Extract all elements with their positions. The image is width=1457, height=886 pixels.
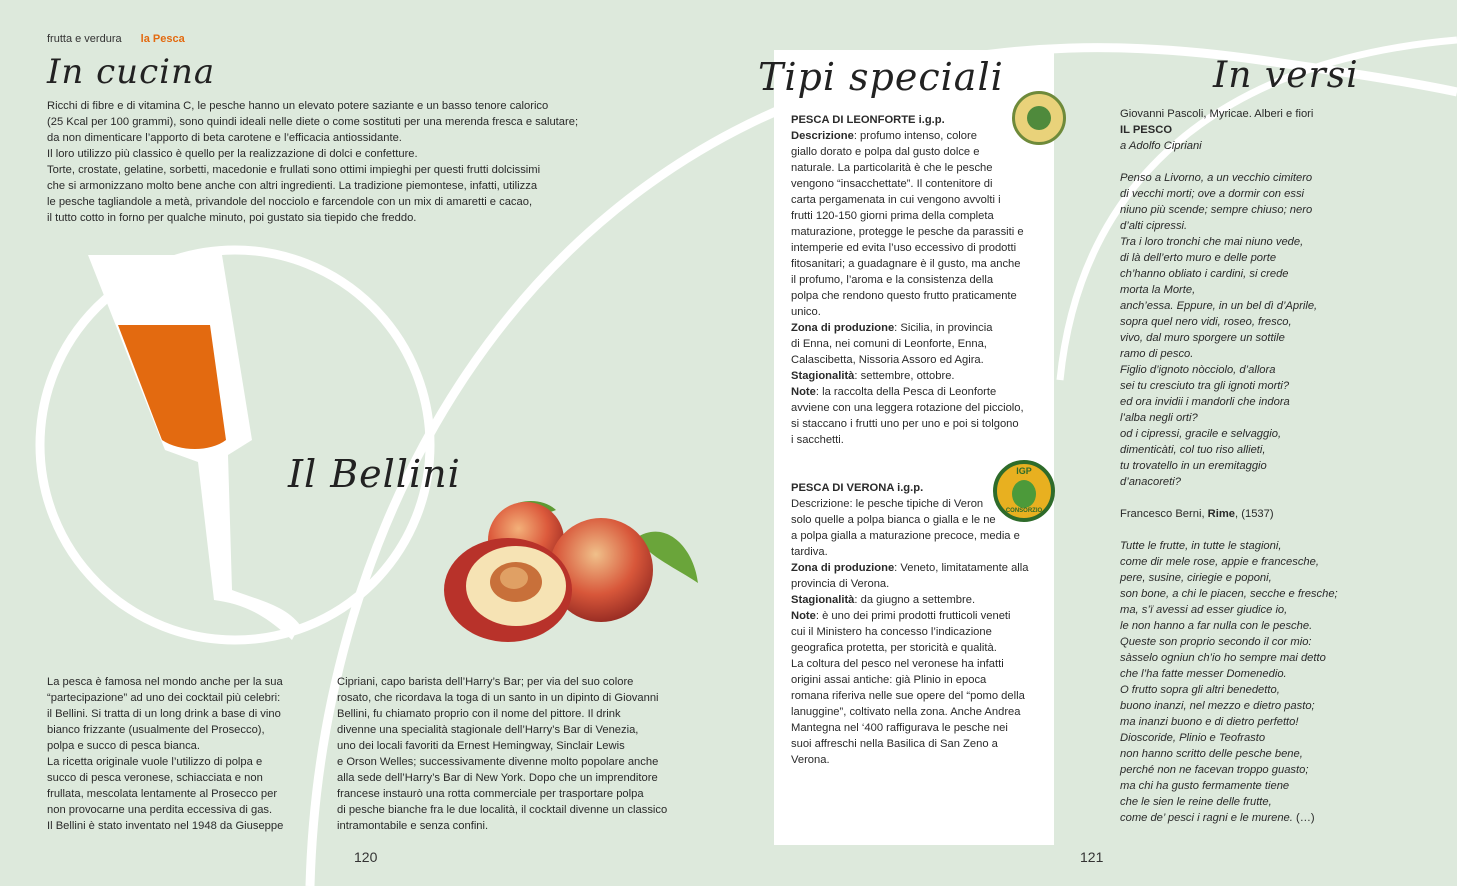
text-line: O frutto sopra gli altri benedetto, [1120, 684, 1280, 696]
text-line: provincia di Verona. [791, 578, 890, 590]
text-line: Torte, crostate, gelatine, sorbetti, macedonie e frullati sono ottimi impieghi per questi frutti dolcissimi [47, 164, 541, 176]
text-line: l’alba negli orti? [1120, 412, 1198, 424]
text-line: e Orson Welles; successivamente divenne molto popolare anche [337, 756, 659, 768]
text-line: ma, s’ï avessi ad esser giudice io, [1120, 604, 1288, 616]
poem1-source: Giovanni Pascoli, Myricae. Alberi e fiori [1120, 108, 1314, 120]
text-line: cui il Ministero ha concesso l’indicazione [791, 626, 992, 638]
poem2-year: , (1537) [1235, 508, 1274, 520]
page-number-right: 121 [1080, 849, 1104, 865]
text-line: Bellini, fu chiamato proprio con il nome del pittore. Il drink [337, 708, 621, 720]
bellini-column-2 [337, 674, 687, 834]
breadcrumb-current: la Pesca [140, 33, 185, 45]
text-line: avviene con una leggera rotazione del picciolo, [791, 402, 1024, 414]
text-line: niuno più scende; sempre chiuso; nero [1120, 204, 1313, 216]
text-line: rosato, che ricordava la toga di un santo in un dipinto di Giovanni [337, 692, 659, 704]
text-line: suoi affreschi nella Basilica di San Zeno a [791, 738, 998, 750]
text-line: anch’essa. Eppure, in un bel dì d’Aprile, [1120, 300, 1318, 312]
text-line: le pesche tagliandole a metà, privandole del nocciolo e farcendole con un mix di amaretti e cacao, [47, 196, 533, 208]
text-line: Il Bellini è stato inventato nel 1948 da Giuseppe [47, 820, 284, 832]
text-line: divenne una specialità stagionale dell’Harry’s Bar di Venezia, [337, 724, 639, 736]
text-line: si staccano i frutti uno per uno e poi si tolgono [791, 418, 1019, 430]
poem2-last-line: come de’ pesci i ragni e le murene. [1120, 812, 1296, 824]
text-line: solo quelle a polpa bianca o gialla e le ne [791, 514, 996, 526]
text-line: perché non ne facevan troppo guasto; [1120, 764, 1309, 776]
text-line: non provocarne una perdita eccessiva di gas. [47, 804, 273, 816]
leonforte-stag-text: : settembre, ottobre. [854, 370, 955, 382]
text-line: Verona. [791, 754, 830, 766]
text-line: Ricchi di fibre e di vitamina C, le pesche hanno un elevato potere saziante e un basso tenore calorico [47, 100, 549, 112]
poem2-author: Francesco Berni, [1120, 508, 1208, 520]
verona-zona-text: : Veneto, limitatamente alla [894, 562, 1029, 574]
text-line: polpa e succo di pesca bianca. [47, 740, 200, 752]
verona-section [791, 480, 1041, 768]
text-line: uno dei locali favoriti da Ernest Hemingway, Sinclair Lewis [337, 740, 625, 752]
text-line: che le sien le reine delle frutte, [1120, 796, 1272, 808]
text-line: ramo di pesco. [1120, 348, 1194, 360]
text-line: fitosanitari; a guadagnare è il gusto, ma anche [791, 258, 1021, 270]
text-line: Cipriani, capo barista dell’Harry’s Bar; per via del suo colore [337, 676, 634, 688]
text-line: tardiva. [791, 546, 828, 558]
text-line: morta la Morte, [1120, 284, 1196, 296]
text-line: di pesche bianche fra le due località, il cocktail divenne un classico [337, 804, 668, 816]
text-line: intramontabile e senza confini. [337, 820, 489, 832]
text-line: Dioscoride, Plinio e Teofrasto [1120, 732, 1266, 744]
poem2-ellipsis: (…) [1295, 812, 1315, 824]
text-line: che si armonizzano molto bene anche con altri ingredienti. La tradizione piemontese, infatti, utilizza [47, 180, 538, 192]
cucina-text [47, 98, 647, 226]
poem1-dedication: a Adolfo Cipriani [1120, 140, 1202, 152]
verona-zona-label: Zona di produzione [791, 562, 895, 574]
text-line: vivo, dal muro sporgere un sottile [1120, 332, 1285, 344]
text-line: od i cipressi, gracile e selvaggio, [1120, 428, 1282, 440]
text-line: sei tu cresciuto tra gli ignoti morti? [1120, 380, 1290, 392]
verona-stag-text: : da giugno a settembre. [854, 594, 976, 606]
leonforte-note-text: : la raccolta della Pesca di Leonforte [815, 386, 997, 398]
text-line: La pesca è famosa nel mondo anche per la sua [47, 676, 283, 688]
leonforte-zona-label: Zona di produzione [791, 322, 895, 334]
verona-igp-badge [993, 460, 1055, 522]
leonforte-stag-label: Stagionalità [791, 370, 855, 382]
text-line: pere, susine, ciriegie e poponi, [1120, 572, 1272, 584]
poem1-title: IL PESCO [1120, 124, 1173, 136]
text-line: La ricetta originale vuole l’utilizzo di polpa e [47, 756, 263, 768]
text-line: lanuggine”, coltivato nella zona. Anche Andrea [791, 706, 1021, 718]
leonforte-note-label: Note [791, 386, 816, 398]
breadcrumb [47, 33, 185, 45]
text-line: d’anacoreti? [1120, 476, 1181, 488]
badge-igp-text: IGP [1016, 466, 1032, 476]
section-title-tipi-speciali: Tipi speciali [758, 55, 1004, 99]
section-title-bellini: Il Bellini [288, 452, 461, 496]
text-line: Mantegna nel ‘400 raffigurava le pesche nei [791, 722, 1008, 734]
text-line: il tutto cotto in forno per qualche minuto, poi gustato sia tiepido che freddo. [47, 212, 417, 224]
text-line: d’alti cipressi. [1120, 220, 1188, 232]
text-line: Il loro utilizzo più classico è quello per la realizzazione di dolci e confetture. [47, 148, 418, 160]
text-line: carta pergamenata in cui vengono avvolti i [791, 194, 1001, 206]
text-line: francese instaurò una rotta commerciale per trasportare polpa [337, 788, 644, 800]
verona-note-text: : è uno dei primi prodotti frutticoli veneti [815, 610, 1011, 622]
text-line: le non hanno a far nulla con le pesche. [1120, 620, 1313, 632]
poem2-source [1120, 506, 1440, 522]
text-line: La coltura del pesco nel veronese ha infatti [791, 658, 1004, 670]
text-line: vengono “insacchettate”. Il contenitore di [791, 178, 993, 190]
text-line: ch’hanno obliato i cardini, si crede [1120, 268, 1289, 280]
peaches-image [436, 498, 706, 648]
badge-ring-text: CONSORZIO [1005, 508, 1043, 514]
text-line: son bone, a chi le piacen, secche e fresche; [1120, 588, 1338, 600]
text-line: Figlio d’ignoto nòcciolo, d’allora [1120, 364, 1276, 376]
text-line: il profumo, l’aroma e la consistenza della [791, 274, 994, 286]
verona-stag-label: Stagionalità [791, 594, 855, 606]
section-title-in-versi: In versi [1213, 55, 1359, 96]
section-title-in-cucina: In cucina [47, 52, 216, 92]
text-line: sàsselo ogniun ch’io ho sempre mai detto [1120, 652, 1326, 664]
bellini-column-1 [47, 674, 307, 834]
text-line: origini assai antiche: già Plinio in epoca [791, 674, 987, 686]
text-line: di vecchi morti; ove a dormir con essi [1120, 188, 1305, 200]
peach-character-icon [1012, 480, 1036, 508]
text-line: bianco frizzante (usualmente del Prosecco), [47, 724, 265, 736]
text-line: succo di pesca veronese, schiacciata e non [47, 772, 263, 784]
poems-column [1120, 106, 1440, 826]
bellini-liquid [118, 325, 226, 449]
text-line: che l’ha fatte messer Domenedio. [1120, 668, 1287, 680]
page-number-left: 120 [354, 849, 378, 865]
text-line: buono inanzi, nel mezzo e dietro pasto; [1120, 700, 1315, 712]
text-line: frutti 120-150 giorni prima della completa [791, 210, 994, 222]
text-line: ma chi ha gusto fermamente tiene [1120, 780, 1290, 792]
leonforte-section [791, 112, 1041, 448]
text-line: di là dell’erto muro e delle porte [1120, 252, 1277, 264]
text-line: unico. [791, 306, 821, 318]
text-line: naturale. La particolarità è che le pesche [791, 162, 993, 174]
text-line: giallo dorato e polpa dal gusto dolce e [791, 146, 980, 158]
leonforte-desc-label: Descrizione [791, 130, 854, 142]
breadcrumb-section[interactable]: frutta e verdura [47, 33, 122, 45]
text-line: sopra quel nero vidi, roseo, fresco, [1120, 316, 1292, 328]
text-line: maturazione, protegge le pesche da parassiti e [791, 226, 1024, 238]
text-line: i sacchetti. [791, 434, 844, 446]
text-line: Queste son proprio secondo il cor mio: [1120, 636, 1312, 648]
text-line: Tra i loro tronchi che mai niuno vede, [1120, 236, 1304, 248]
text-line: (25 Kcal per 100 grammi), sono quindi ideali nelle diete o come sostituti per una merenda fresca e salutare; [47, 116, 579, 128]
text-line: il Bellini. Si tratta di un long drink a base di vino [47, 708, 281, 720]
text-line: a polpa gialla a maturazione precoce, media e [791, 530, 1020, 542]
text-line: intemperie ed evita l’uso eccessivo di prodotti [791, 242, 1017, 254]
leonforte-zona-text: : Sicilia, in provincia [894, 322, 993, 334]
text-line: Penso a Livorno, a un vecchio cimitero [1120, 172, 1313, 184]
text-line: Calascibetta, Nissoria Assoro ed Agira. [791, 354, 984, 366]
text-line: tu trovatello in un eremitaggio [1120, 460, 1267, 472]
leonforte-title: PESCA DI LEONFORTE i.g.p. [791, 114, 945, 126]
poem2-work: Rime [1207, 508, 1236, 520]
text-line: non hanno scritto delle pesche bene, [1120, 748, 1303, 760]
text-line: frullata, mescolata lentamente al Prosecco per [47, 788, 278, 800]
text-line: Tutte le frutte, in tutte le stagioni, [1120, 540, 1282, 552]
text-line: polpa che rendono questo frutto praticamente [791, 290, 1017, 302]
text-line: dimenticàti, col tuo riso allieti, [1120, 444, 1266, 456]
verona-title: PESCA DI VERONA i.g.p. [791, 482, 924, 494]
text-line: “partecipazione” ad uno dei cocktail più celebri: [47, 692, 281, 704]
verona-note-label: Note [791, 610, 816, 622]
text-line: Descrizione: le pesche tipiche di Veron [791, 498, 984, 510]
text-line: di Enna, nei comuni di Leonforte, Enna, [791, 338, 987, 350]
text-line: come dir mele rose, appie e francesche, [1120, 556, 1319, 568]
text-line: geografica protetta, per storicità e qualità. [791, 642, 997, 654]
leonforte-desc-text: : profumo intenso, colore [853, 130, 977, 142]
text-line: romana riferiva nelle sue opere del “pomo della [791, 690, 1025, 702]
text-line: alla sede dell’Harry’s Bar di New York. Dopo che un imprenditore [337, 772, 658, 784]
text-line: ma inanzi buono e di dietro perfetto! [1120, 716, 1299, 728]
text-line: da non dimenticare l’apporto di beta carotene e l’efficacia antiossidante. [47, 132, 402, 144]
text-line: ed ora invidii i mandorli che indora [1120, 396, 1290, 408]
